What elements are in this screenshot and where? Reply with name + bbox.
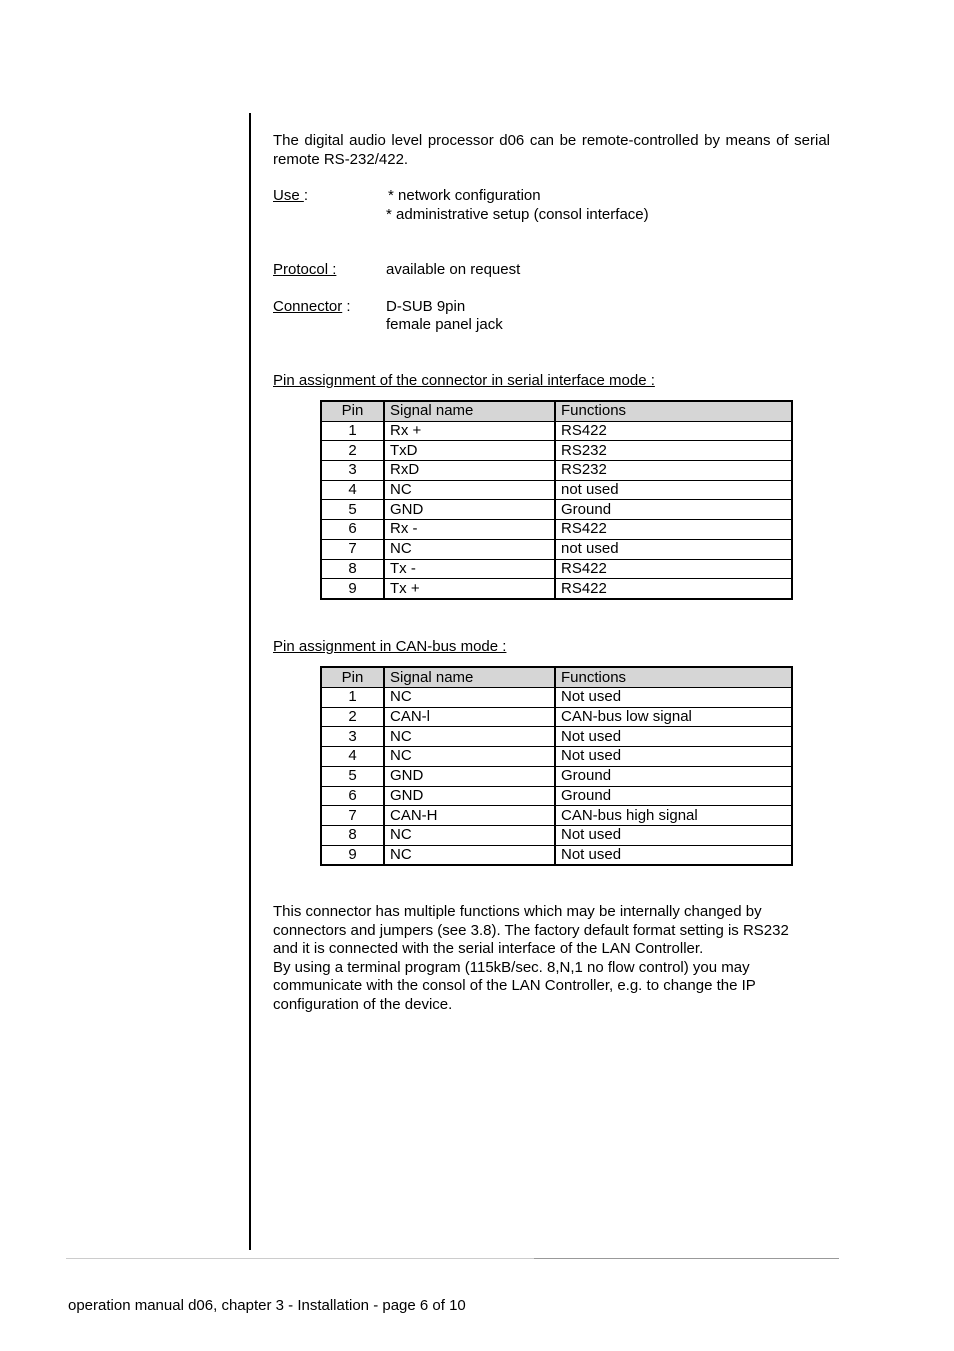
signal-cell: NC	[384, 845, 555, 865]
function-cell: Not used	[555, 688, 792, 708]
function-cell: RS422	[555, 421, 792, 441]
pin-cell: 2	[321, 707, 384, 727]
intro-paragraph: The digital audio level processor d06 can be remote-controlled by means of serial remote RS-232/422.	[273, 132, 830, 168]
table-row	[321, 421, 792, 441]
table-row	[321, 727, 792, 747]
signal-cell: NC	[384, 727, 555, 747]
protocol-row	[273, 261, 830, 280]
signal-cell: Tx -	[384, 559, 555, 579]
signal-cell: NC	[384, 688, 555, 708]
function-cell: Ground	[555, 786, 792, 806]
header-functions: Functions	[555, 667, 792, 687]
function-cell: RS422	[555, 559, 792, 579]
connector-values	[386, 298, 503, 335]
closing-line: By using a terminal program (115kB/sec. 8,N,1 no flow control) you may	[273, 958, 750, 976]
connector-row: Connector : D-SUB 9pin female panel jack	[273, 297, 503, 333]
pin-cell: 3	[321, 727, 384, 747]
table-row	[321, 845, 792, 865]
signal-cell: GND	[384, 766, 555, 786]
table-row	[321, 688, 792, 708]
table-row	[321, 461, 792, 481]
can-pin-table	[320, 666, 793, 866]
use-item: * administrative setup (consol interface)	[386, 205, 649, 223]
signal-cell: TxD	[384, 441, 555, 461]
pin-cell: 8	[321, 559, 384, 579]
signal-cell: GND	[384, 786, 555, 806]
table-row	[321, 500, 792, 520]
connector-value: D-SUB 9pin	[386, 297, 466, 315]
table-row	[321, 480, 792, 500]
function-cell: not used	[555, 480, 792, 500]
header-signal: Signal name	[384, 667, 555, 687]
table-row	[321, 747, 792, 767]
function-cell: Ground	[555, 766, 792, 786]
function-cell: RS422	[555, 579, 792, 599]
use-label: Use	[273, 187, 304, 204]
header-pin: Pin	[321, 401, 384, 421]
pin-cell: 1	[321, 421, 384, 441]
table-row	[321, 441, 792, 461]
table-row	[321, 520, 792, 540]
connector-value: female panel jack	[386, 316, 503, 333]
table-header-row	[321, 667, 792, 687]
connector-label: Connector	[273, 297, 343, 315]
signal-cell: RxD	[384, 461, 555, 481]
function-cell: CAN-bus high signal	[555, 806, 792, 826]
serial-pin-table	[320, 400, 793, 600]
signal-cell: Rx -	[384, 520, 555, 540]
signal-cell: GND	[384, 500, 555, 520]
table-row	[321, 766, 792, 786]
signal-cell: CAN-l	[384, 707, 555, 727]
pin-cell: 7	[321, 539, 384, 559]
closing-line: communicate with the consol of the LAN Controller, e.g. to change the IP	[273, 977, 756, 995]
table-row	[321, 539, 792, 559]
table-row	[321, 579, 792, 599]
page-footer: operation manual d06, chapter 3 - Installation - page 6 of 10	[68, 1297, 466, 1314]
table-row	[321, 559, 792, 579]
function-cell: Not used	[555, 845, 792, 865]
pin-cell: 5	[321, 500, 384, 520]
function-cell: Not used	[555, 727, 792, 747]
pin-cell: 3	[321, 461, 384, 481]
pin-cell: 8	[321, 825, 384, 845]
closing-line: configuration of the device.	[273, 995, 453, 1013]
header-pin: Pin	[321, 667, 384, 687]
use-item: * network configuration	[388, 187, 541, 204]
signal-cell: NC	[384, 480, 555, 500]
page-content	[273, 132, 830, 1014]
table-row	[321, 707, 792, 727]
header-functions: Functions	[555, 401, 792, 421]
pin-cell: 2	[321, 441, 384, 461]
footer-rule-right	[534, 1258, 839, 1259]
signal-cell: Tx +	[384, 579, 555, 599]
function-cell: Ground	[555, 500, 792, 520]
pin-cell: 4	[321, 480, 384, 500]
function-cell: RS232	[555, 461, 792, 481]
pin-cell: 1	[321, 688, 384, 708]
pin-cell: 7	[321, 806, 384, 826]
table-row	[321, 825, 792, 845]
signal-cell: NC	[384, 747, 555, 767]
closing-line: connectors and jumpers (see 3.8). The factory default format setting is RS232	[273, 921, 789, 939]
protocol-value: available on request	[386, 261, 521, 278]
function-cell: Not used	[555, 825, 792, 845]
function-cell: not used	[555, 539, 792, 559]
table-row	[321, 786, 792, 806]
signal-cell: CAN-H	[384, 806, 555, 826]
pin-cell: 4	[321, 747, 384, 767]
header-signal: Signal name	[384, 401, 555, 421]
function-cell: Not used	[555, 747, 792, 767]
serial-table-heading: Pin assignment of the connector in serial interface mode :	[273, 371, 655, 389]
signal-cell: Rx +	[384, 421, 555, 441]
function-cell: RS422	[555, 520, 792, 540]
margin-rule	[249, 113, 251, 1250]
footer-rule-left	[66, 1258, 534, 1259]
closing-line: This connector has multiple functions which may be internally changed by	[273, 903, 762, 921]
function-cell: RS232	[555, 441, 792, 461]
closing-line: and it is connected with the serial interface of the LAN Controller.	[273, 940, 704, 958]
use-items	[386, 187, 649, 224]
pin-cell: 9	[321, 845, 384, 865]
function-cell: CAN-bus low signal	[555, 707, 792, 727]
signal-cell: NC	[384, 539, 555, 559]
protocol-label: Protocol :	[273, 261, 337, 278]
pin-cell: 6	[321, 786, 384, 806]
use-row: Use : * network configuration * administrative setup (consol interface)	[273, 187, 649, 223]
signal-cell: NC	[384, 825, 555, 845]
pin-cell: 9	[321, 579, 384, 599]
pin-cell: 5	[321, 766, 384, 786]
pin-cell: 6	[321, 520, 384, 540]
closing-paragraph	[273, 903, 830, 1014]
table-row	[321, 806, 792, 826]
can-table-heading: Pin assignment in CAN-bus mode :	[273, 637, 507, 655]
table-header-row	[321, 401, 792, 421]
